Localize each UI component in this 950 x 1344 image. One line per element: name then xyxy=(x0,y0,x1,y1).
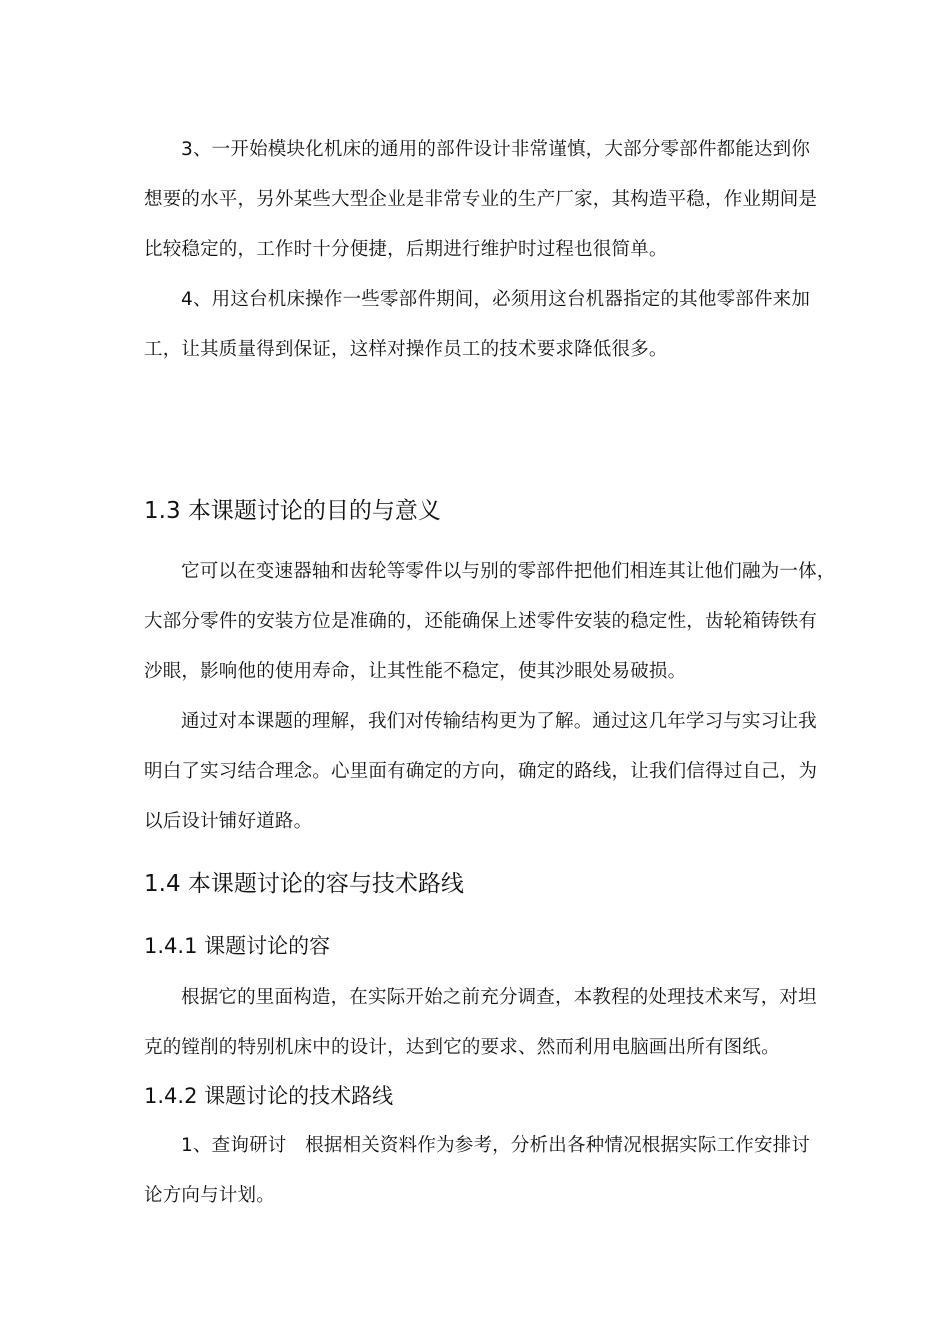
paragraph-line: 它可以在变速器轴和齿轮等零件以与别的零部件把他们相连其让他们融为一体， xyxy=(181,561,836,582)
paragraph-line: 通过对本课题的理解，我们对传输结构更为了解。通过这几年学习与实习让我 xyxy=(181,711,817,732)
paragraph-line: 比较稳定的，工作时十分便捷，后期进行维护时过程也很简单。 xyxy=(144,239,668,260)
paragraph-line: 沙眼，影响他的使用寿命，让其性能不稳定，使其沙眼处易破损。 xyxy=(144,661,687,682)
paragraph-line: 工，让其质量得到保证，这样对操作员工的技术要求降低很多。 xyxy=(144,339,668,360)
paragraph-line: 大部分零件的安装方位是准确的，还能确保上述零件安装的稳定性，齿轮箱铸铁有 xyxy=(144,611,818,632)
paragraph-line: 明白了实习结合理念。心里面有确定的方向，确定的路线，让我们信得过自己，为 xyxy=(144,761,818,782)
paragraph-line: 1、查询研讨 根据相关资料作为参考，分析出各种情况根据实际工作安排讨 xyxy=(181,1135,811,1156)
paragraph-line: 根据它的里面构造，在实际开始之前充分调查，本教程的处理技术来写，对坦 xyxy=(181,987,817,1008)
subsection-heading: 1.4.2 课题讨论的技术路线 xyxy=(144,1084,394,1108)
paragraph-line: 论方向与计划。 xyxy=(144,1185,275,1206)
paragraph-line: 克的镗削的特别机床中的设计，达到它的要求、然而利用电脑画出所有图纸。 xyxy=(144,1037,780,1058)
subsection-heading: 1.4.1 课题讨论的容 xyxy=(144,934,331,958)
section-heading: 1.4 本课题讨论的容与技术路线 xyxy=(144,871,464,897)
section-heading: 1.3 本课题讨论的目的与意义 xyxy=(144,498,441,524)
paragraph-line: 以后设计铺好道路。 xyxy=(144,811,313,832)
paragraph-line: 4、用这台机床操作一些零部件期间，必须用这台机器指定的其他零部件来加 xyxy=(181,289,811,310)
paragraph-line: 3、一开始模块化机床的通用的部件设计非常谨慎，大部分零部件都能达到你 xyxy=(181,139,811,160)
paragraph-line: 想要的水平，另外某些大型企业是非常专业的生产厂家，其构造平稳，作业期间是 xyxy=(144,189,818,210)
